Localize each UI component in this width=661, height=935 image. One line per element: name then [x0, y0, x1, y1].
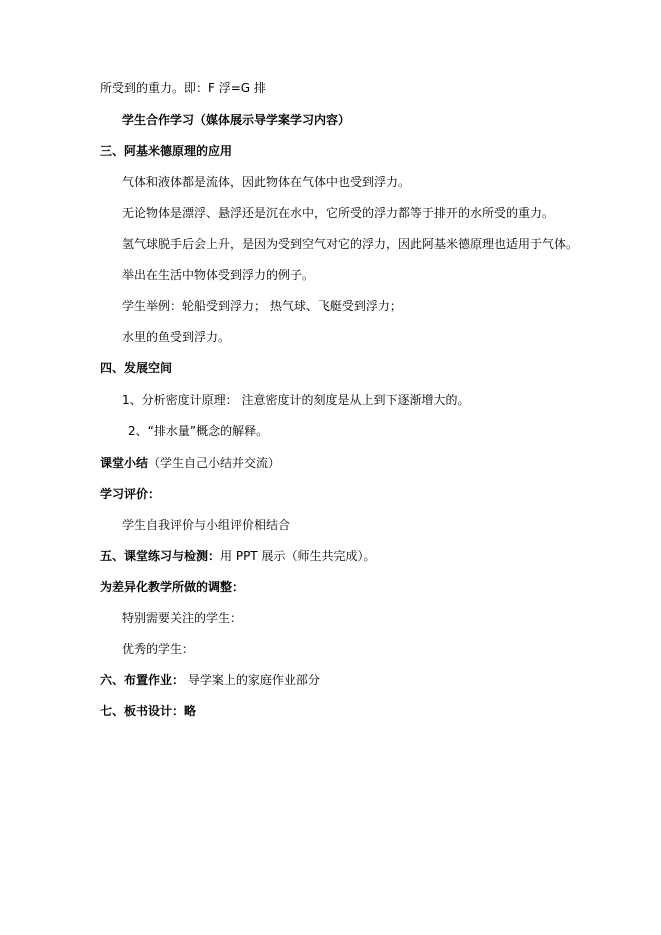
text-line: 2、“排水量”概念的解释。: [128, 424, 269, 438]
homework-line: [100, 672, 320, 688]
text-line: 优秀的学生：: [122, 642, 195, 656]
section-heading: 七、板书设计：略: [100, 704, 197, 718]
homework-label: 六、布置作业：: [100, 673, 185, 687]
text-line: 所受到的重力。即：F 浮=G 排: [100, 81, 266, 95]
summary-line: [100, 455, 280, 471]
homework-text: 导学案上的家庭作业部分: [184, 673, 320, 687]
text-line: 学生自我评价与小组评价相结合: [122, 518, 291, 532]
practice-label: 五、课堂练习与检测：: [100, 549, 221, 563]
section-heading: 三、阿基米德原理的应用: [100, 144, 233, 158]
text-line: 气体和液体都是流体，因此物体在气体中也受到浮力。: [122, 175, 411, 189]
text-line: 学生举例：轮船受到浮力； 热气球、飞艇受到浮力；: [122, 299, 402, 313]
text-line: 氢气球脱手后会上升，是因为受到空气对它的浮力，因此阿基米德原理也适用于气体。: [122, 237, 579, 251]
practice-line: [100, 548, 375, 564]
section-heading: 学生合作学习（媒体展示导学案学习内容）: [122, 113, 351, 127]
text-line: 1、分析密度计原理： 注意密度计的刻度是从上到下逐渐增大的。: [122, 393, 470, 407]
practice-text: 用 PPT 展示（师生共完成）。: [220, 549, 376, 563]
section-heading: 学习评价：: [100, 487, 161, 501]
text-line: 特别需要关注的学生：: [122, 611, 243, 625]
text-line: 水里的鱼受到浮力。: [122, 330, 231, 344]
section-heading: 为差异化教学所做的调整：: [100, 580, 245, 594]
section-heading: 四、发展空间: [100, 361, 173, 375]
text-line: 举出在生活中物体受到浮力的例子。: [122, 268, 315, 282]
summary-label: 课堂小结: [100, 456, 149, 470]
summary-text: （学生自己小结并交流）: [148, 456, 281, 470]
text-line: 无论物体是漂浮、悬浮还是沉在水中，它所受的浮力都等于排开的水所受的重力。: [122, 206, 555, 220]
